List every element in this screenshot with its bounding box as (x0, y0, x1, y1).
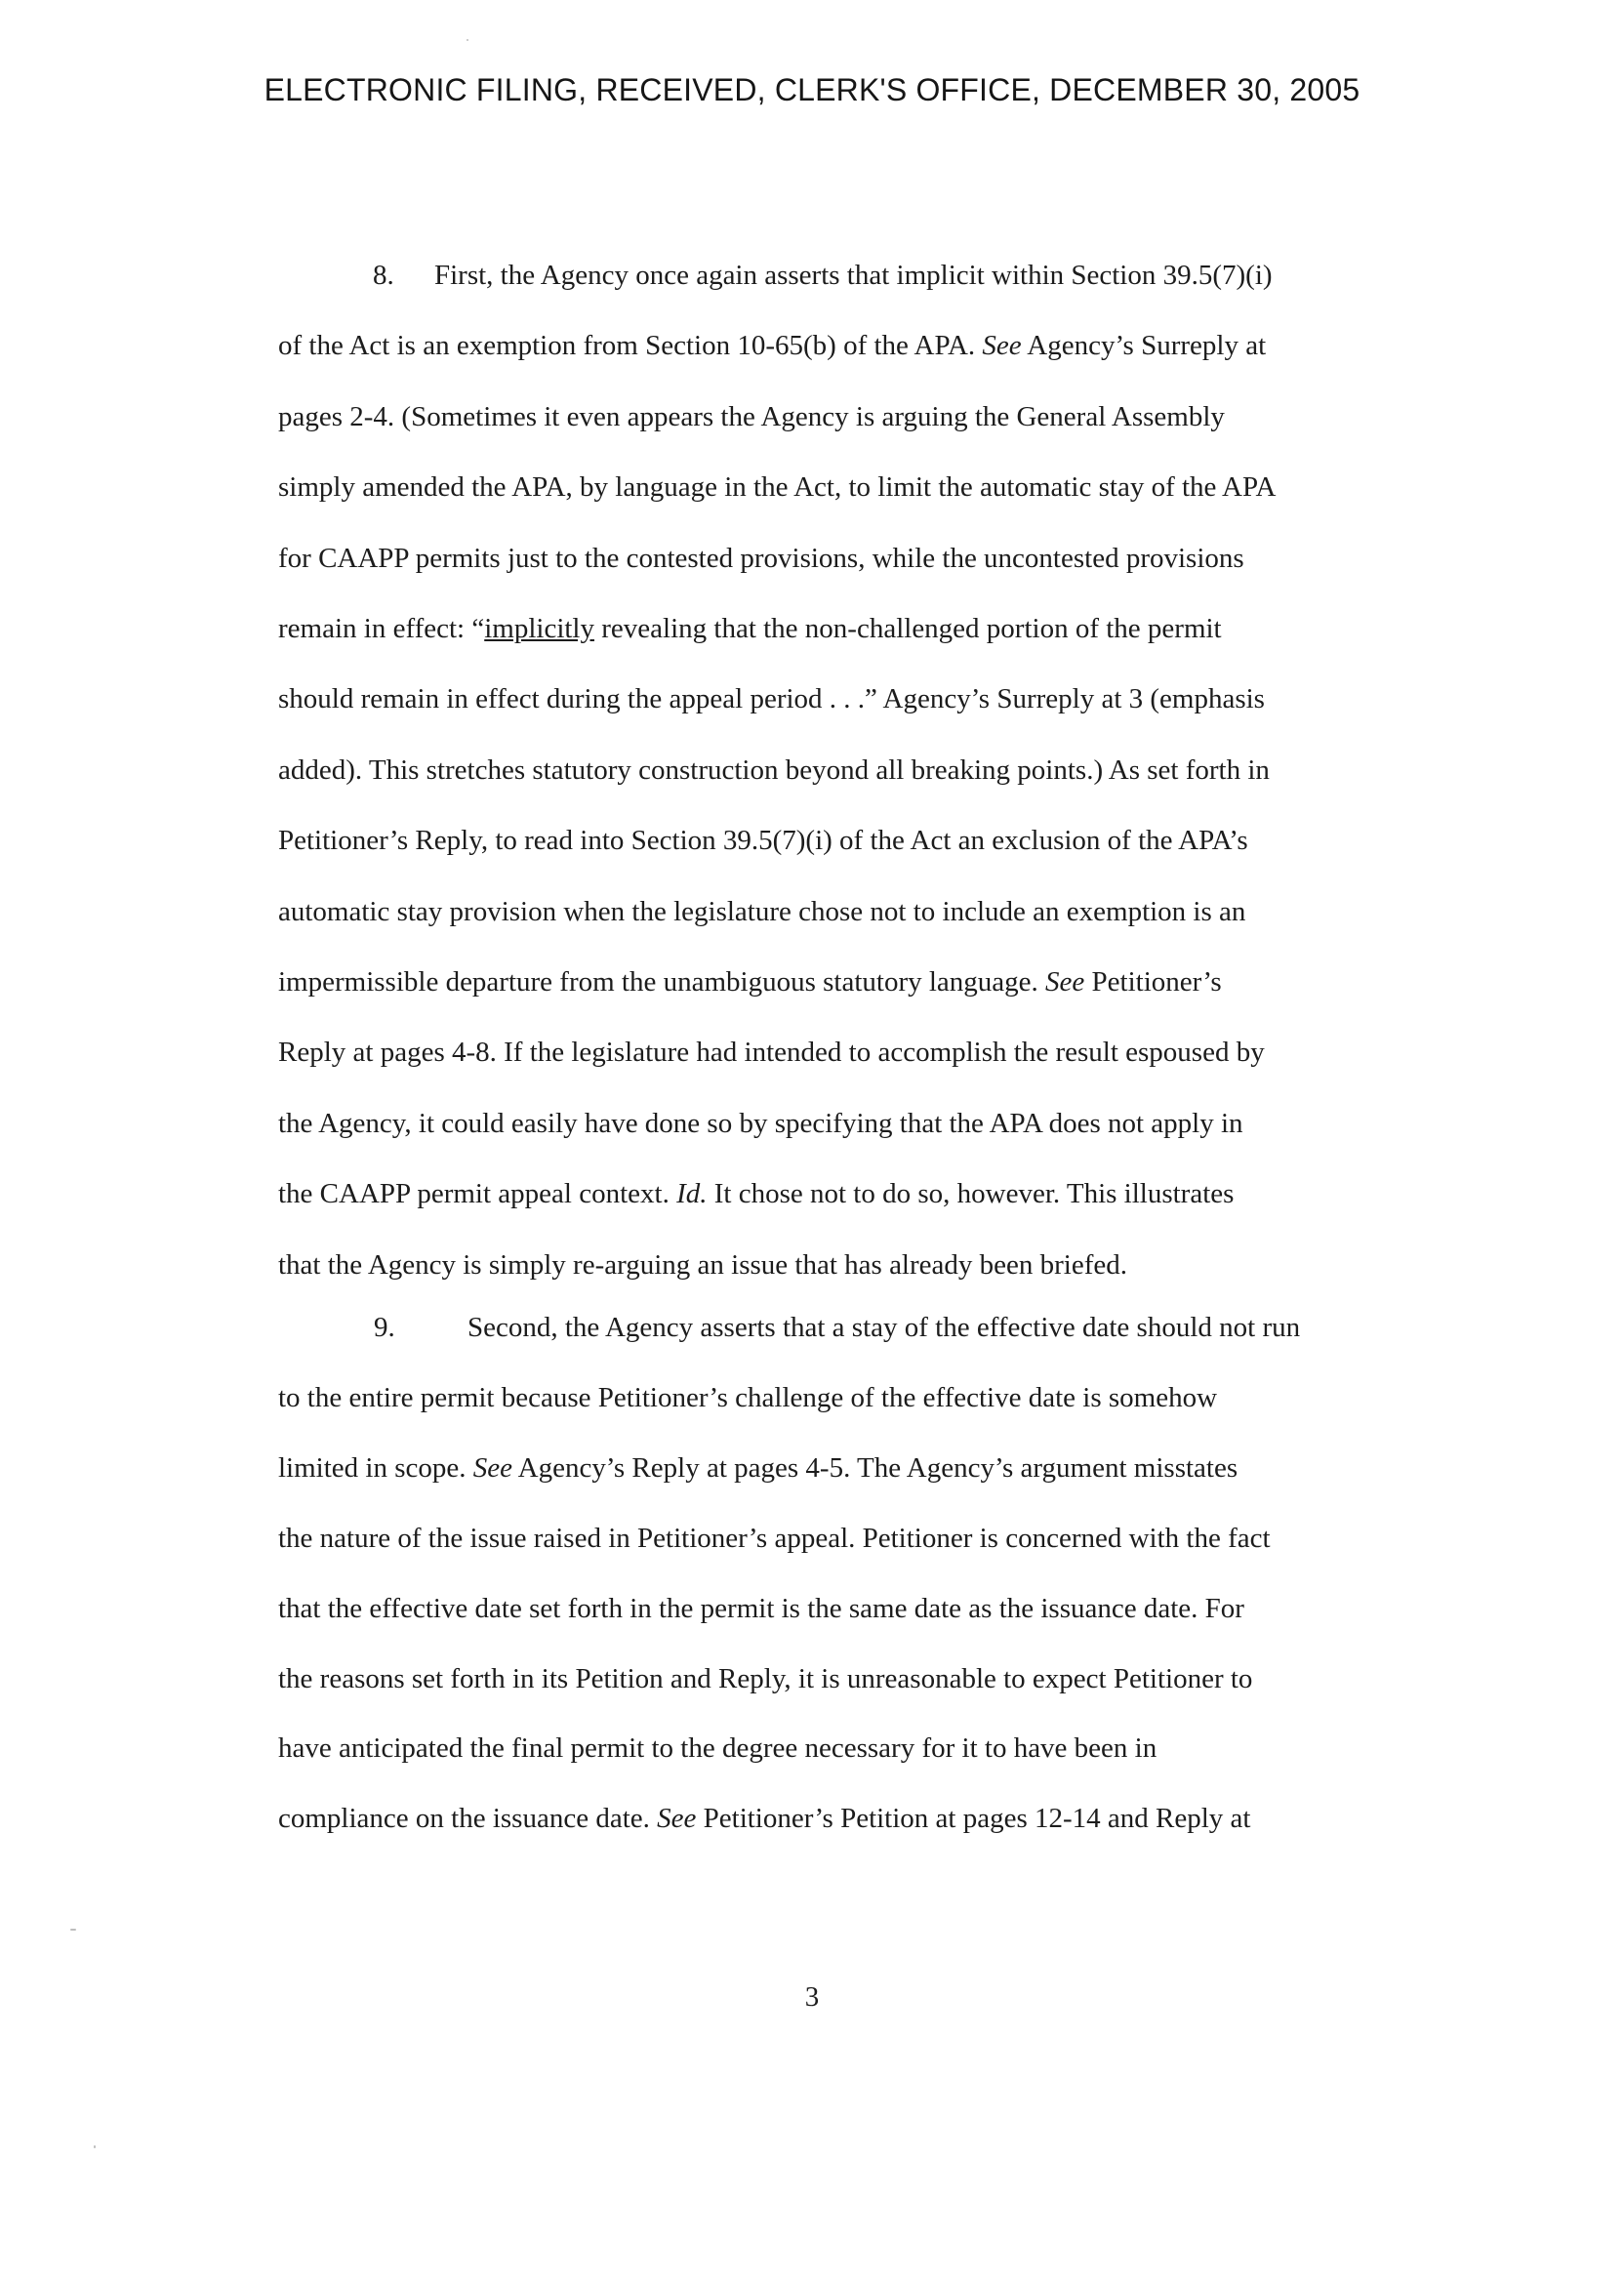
text-segment: Second, the Agency asserts that a stay of the effective date should not run (467, 1312, 1301, 1343)
text-segment: Agency’s Surreply at (1021, 330, 1267, 362)
text-segment: First, the Agency once again asserts that implicit within Section 39.5(7)(i) (434, 260, 1273, 291)
text-segment: of the Act is an exemption from Section 10-65(b) of the APA. (278, 330, 983, 362)
text-segment: the CAAPP permit appeal context. (278, 1178, 677, 1210)
italic-citation-signal: Id. (676, 1178, 708, 1210)
italic-citation-signal: See (472, 1451, 512, 1484)
scan-speck (467, 39, 468, 41)
text-segment: impermissible departure from the unambiguous statutory language. (278, 966, 1046, 998)
filing-stamp-header: ELECTRONIC FILING, RECEIVED, CLERK'S OFFICE, DECEMBER 30, 2005 (264, 72, 1360, 107)
text-segment: Reply at pages 4-8. If the legislature had intended to accomplish the result espoused by (278, 1037, 1265, 1069)
text-segment: Petitioner’s Petition at pages 12-14 and Reply at (696, 1803, 1251, 1835)
paragraph-8-line (278, 1106, 1243, 1141)
paragraph-9-line (278, 1521, 1271, 1556)
paragraph-9-line (278, 1731, 1157, 1766)
page-number: 3 (804, 1981, 820, 2013)
paragraph-8-line (278, 611, 1222, 646)
paragraph-8-line (278, 823, 1248, 858)
italic-citation-signal: See (1045, 966, 1085, 998)
paragraph-8-line (278, 328, 1266, 363)
paragraph-8-line (278, 964, 1222, 999)
paragraph-8-line (278, 541, 1244, 576)
text-segment: remain in effect: “ (278, 613, 485, 644)
text-segment: have anticipated the final permit to the degree necessary for it to have been in (278, 1732, 1157, 1765)
paragraph-8-line (434, 258, 1273, 293)
paragraph-9-line (467, 1310, 1300, 1345)
text-segment: that the effective date set forth in the permit is the same date as the issuance date. For (278, 1592, 1244, 1624)
underlined-emphasis: implicitly (484, 613, 594, 644)
paragraph-8-line (278, 894, 1245, 929)
text-segment: limited in scope. (278, 1451, 473, 1484)
text-segment: the nature of the issue raised in Petitioner’s appeal. Petitioner is concerned with the fact (278, 1522, 1271, 1554)
text-segment: revealing that the non-challenged portion of the permit (594, 613, 1222, 644)
paragraph-9-line (278, 1380, 1217, 1415)
paragraph-8-line (278, 399, 1225, 434)
text-segment: that the Agency is simply re-arguing an issue that has already been briefed. (278, 1248, 1127, 1281)
text-segment: simply amended the APA, by language in the Act, to limit the automatic stay of the APA (278, 471, 1277, 504)
text-segment: It chose not to do so, however. This illustrates (707, 1178, 1235, 1210)
text-segment: compliance on the issuance date. (278, 1803, 658, 1835)
paragraph-9-line (278, 1661, 1252, 1696)
paragraph-9-line (278, 1801, 1250, 1836)
text-segment: Agency’s Reply at pages 4-5. The Agency’s argument misstates (512, 1451, 1238, 1484)
paragraph-9-line (278, 1591, 1244, 1626)
text-segment: Petitioner’s Reply, to read into Section 39.5(7)(i) of the Act an exclusion of the APA’s (278, 825, 1248, 857)
document-body (278, 0, 1386, 2282)
text-segment: pages 2-4. (Sometimes it even appears the Agency is arguing the General Assembly (278, 400, 1225, 432)
paragraph-8-line (278, 1035, 1265, 1070)
scan-speck (70, 1929, 76, 1931)
text-segment: Petitioner’s (1084, 966, 1222, 998)
paragraph-8-line (278, 681, 1265, 716)
text-segment: the Agency, it could easily have done so by specifying that the APA does not apply in (278, 1107, 1243, 1139)
paragraph-9-number: 9. (374, 1312, 395, 1343)
text-segment: for CAAPP permits just to the contested provisions, while the uncontested provisions (278, 542, 1244, 574)
paragraph-8-line (278, 753, 1270, 788)
italic-citation-signal: See (657, 1803, 697, 1835)
text-segment: the reasons set forth in its Petition and Reply, it is unreasonable to expect Petitioner to (278, 1662, 1253, 1694)
italic-citation-signal: See (982, 330, 1022, 362)
text-segment: automatic stay provision when the legislature chose not to include an exemption is an (278, 895, 1246, 927)
scan-speck (94, 2145, 96, 2148)
paragraph-9-line (278, 1450, 1238, 1486)
paragraph-8-line (278, 1247, 1127, 1283)
text-segment: added). This stretches statutory construction beyond all breaking points.) As set forth in (278, 754, 1270, 786)
text-segment: to the entire permit because Petitioner’s challenge of the effective date is somehow (278, 1381, 1218, 1413)
text-segment: should remain in effect during the appeal period . . .” Agency’s Surreply at 3 (emphasis (278, 683, 1265, 715)
paragraph-8-line (278, 469, 1276, 505)
paragraph-8-line (278, 1176, 1234, 1211)
paragraph-8-number: 8. (373, 260, 394, 291)
